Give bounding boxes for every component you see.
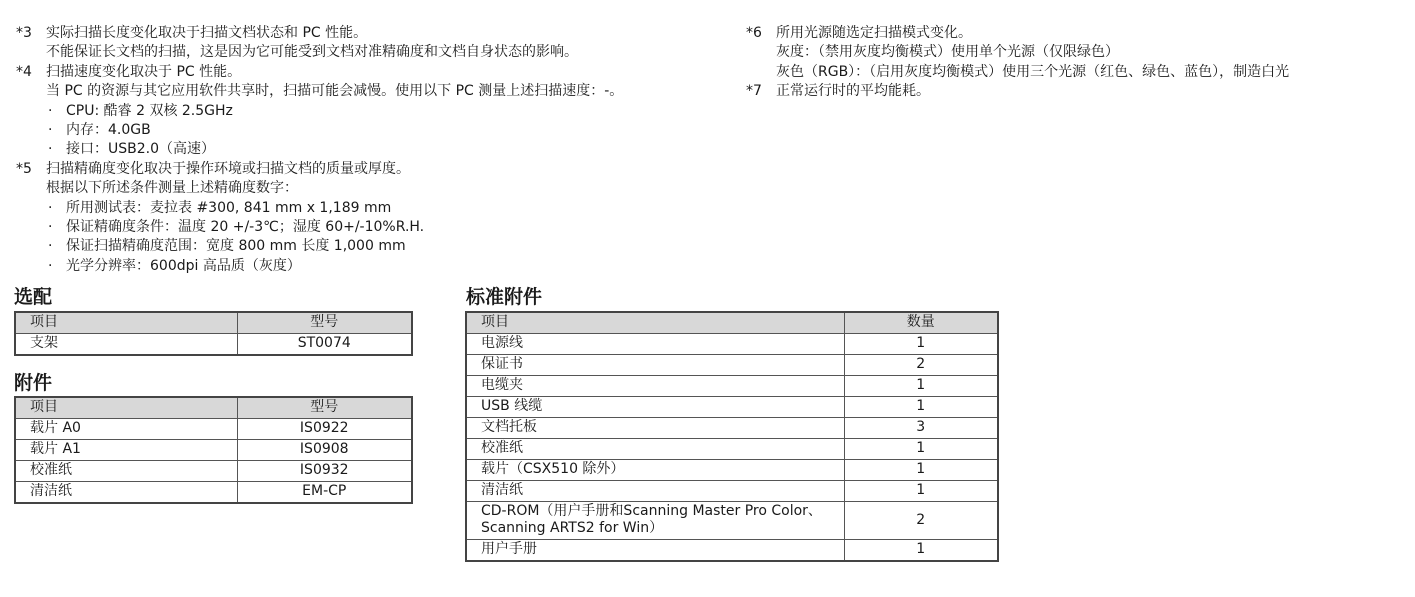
footnote-text: 扫描速度变化取决于 PC 性能。 (46, 63, 242, 80)
table-row (466, 540, 998, 562)
item-cell: 校准纸 (15, 461, 237, 482)
accessories-title: 附件 (14, 372, 53, 394)
footnote-bullet-text: 内存：4.0GB (66, 122, 151, 139)
table-header-row (15, 397, 412, 419)
standard-accessories-table (465, 311, 999, 562)
column-header: 项目 (15, 397, 237, 419)
value-cell: 1 (844, 334, 998, 355)
item-cell: 用户手册 (466, 540, 844, 562)
footnote-bullet-item (16, 237, 736, 256)
bullet-dot: · (48, 257, 53, 274)
table-row (466, 502, 998, 540)
footnote-bullet-item (16, 121, 736, 140)
value-cell: 1 (844, 540, 998, 562)
value-cell: IS0908 (237, 440, 412, 461)
footnote-bullet-item (16, 102, 736, 121)
bullet-dot: · (48, 122, 53, 139)
value-cell: 2 (844, 355, 998, 376)
footnotes-right (746, 24, 1406, 102)
value-cell: 1 (844, 397, 998, 418)
column-header: 型号 (237, 312, 412, 334)
footnotes-left (16, 24, 736, 276)
value-cell: 1 (844, 376, 998, 397)
table-row (466, 397, 998, 418)
footnote-text: 当 PC 的资源与其它应用软件共享时，扫描可能会减慢。使用以下 PC 测量上述扫描速度：-。 (46, 83, 624, 100)
column-header: 型号 (237, 397, 412, 419)
item-cell: 校准纸 (466, 439, 844, 460)
column-header: 项目 (15, 312, 237, 334)
bullet-dot: · (48, 102, 53, 119)
options-title: 选配 (14, 286, 53, 308)
footnote-bullet-text: 所用测试表：麦拉表 #300, 841 mm x 1,189 mm (66, 199, 392, 216)
footnote-marker: *4 (16, 63, 32, 80)
footnote-text: 实际扫描长度变化取决于扫描文档状态和 PC 性能。 (46, 25, 368, 41)
table-row (466, 355, 998, 376)
footnote-marker: *7 (746, 83, 762, 100)
value-cell: 1 (844, 460, 998, 481)
table-row (466, 376, 998, 397)
footnote-bullet-text: 接口：USB2.0（高速） (66, 141, 216, 158)
value-cell: IS0932 (237, 461, 412, 482)
standard-accessories-title: 标准附件 (466, 286, 543, 308)
footnote-row (16, 24, 736, 43)
footnote-text: 所用光源随选定扫描模式变化。 (776, 25, 972, 41)
footnote-bullet-item (16, 199, 736, 218)
table-row (15, 334, 412, 356)
table-row (15, 419, 412, 440)
value-cell: ST0074 (237, 334, 412, 356)
table-header-row (466, 312, 998, 334)
value-cell: IS0922 (237, 419, 412, 440)
footnote-row (16, 160, 736, 179)
table-row (15, 482, 412, 504)
item-cell: 电源线 (466, 334, 844, 355)
item-cell: 文档托板 (466, 418, 844, 439)
table-row (466, 439, 998, 460)
item-cell: CD-ROM（用户手册和Scanning Master Pro Color、 Scanning ARTS2 for Win） (466, 502, 844, 540)
footnote-marker: *5 (16, 160, 32, 177)
table-row (15, 461, 412, 482)
column-header: 项目 (466, 312, 844, 334)
item-cell: 支架 (15, 334, 237, 356)
table-row (15, 440, 412, 461)
bullet-dot: · (48, 199, 53, 216)
footnote-text: 扫描精确度变化取决于操作环境或扫描文档的质量或厚度。 (46, 160, 410, 177)
bullet-dot: · (48, 238, 53, 255)
item-cell: 清洁纸 (15, 482, 237, 504)
footnote-bullet-item (16, 140, 736, 159)
value-cell: EM-CP (237, 482, 412, 504)
footnote-bullet-text: 保证扫描精确度范围：宽度 800 mm 长度 1,000 mm (66, 238, 406, 255)
table-header-row (15, 312, 412, 334)
item-cell: 电缆夹 (466, 376, 844, 397)
table-row (466, 460, 998, 481)
value-cell: 2 (844, 502, 998, 540)
footnote-text: 灰度：（禁用灰度均衡模式）使用单个光源（仅限绿色） (776, 44, 1119, 61)
footnote-bullet-text: 光学分辨率：600dpi 高品质（灰度） (66, 257, 301, 274)
item-cell: 载片 A1 (15, 440, 237, 461)
footnote-bullet-text: CPU: 酷睿 2 双核 2.5GHz (66, 102, 233, 119)
footnote-text: 正常运行时的平均能耗。 (776, 83, 930, 100)
value-cell: 3 (844, 418, 998, 439)
value-cell: 1 (844, 439, 998, 460)
footnote-bullet-text: 保证精确度条件：温度 20 +/-3℃；湿度 60+/-10%R.H. (66, 219, 425, 236)
item-cell: 载片 A0 (15, 419, 237, 440)
footnote-marker: *6 (746, 25, 762, 41)
item-cell: 保证书 (466, 355, 844, 376)
column-header: 数量 (844, 312, 998, 334)
table-row (466, 481, 998, 502)
item-cell: USB 线缆 (466, 397, 844, 418)
footnote-bullet-item (16, 257, 736, 276)
footnote-row (746, 82, 1406, 101)
item-cell: 载片（CSX510 除外） (466, 460, 844, 481)
footnote-row (16, 63, 736, 82)
footnote-row (746, 24, 1406, 43)
bullet-dot: · (48, 141, 53, 158)
footnote-text: 不能保证长文档的扫描，这是因为它可能受到文档对准精确度和文档自身状态的影响。 (46, 44, 578, 61)
footnote-text: 根据以下所述条件测量上述精确度数字： (46, 180, 298, 197)
item-cell: 清洁纸 (466, 481, 844, 502)
options-table (14, 311, 413, 356)
footnote-bullet-item (16, 218, 736, 237)
accessories-table (14, 396, 413, 504)
footnote-text: 灰色（RGB）：（启用灰度均衡模式）使用三个光源（红色、绿色、蓝色），制造白光 (776, 63, 1290, 80)
table-row (466, 334, 998, 355)
table-row (466, 418, 998, 439)
value-cell: 1 (844, 481, 998, 502)
footnote-marker: *3 (16, 25, 32, 41)
bullet-dot: · (48, 219, 53, 236)
